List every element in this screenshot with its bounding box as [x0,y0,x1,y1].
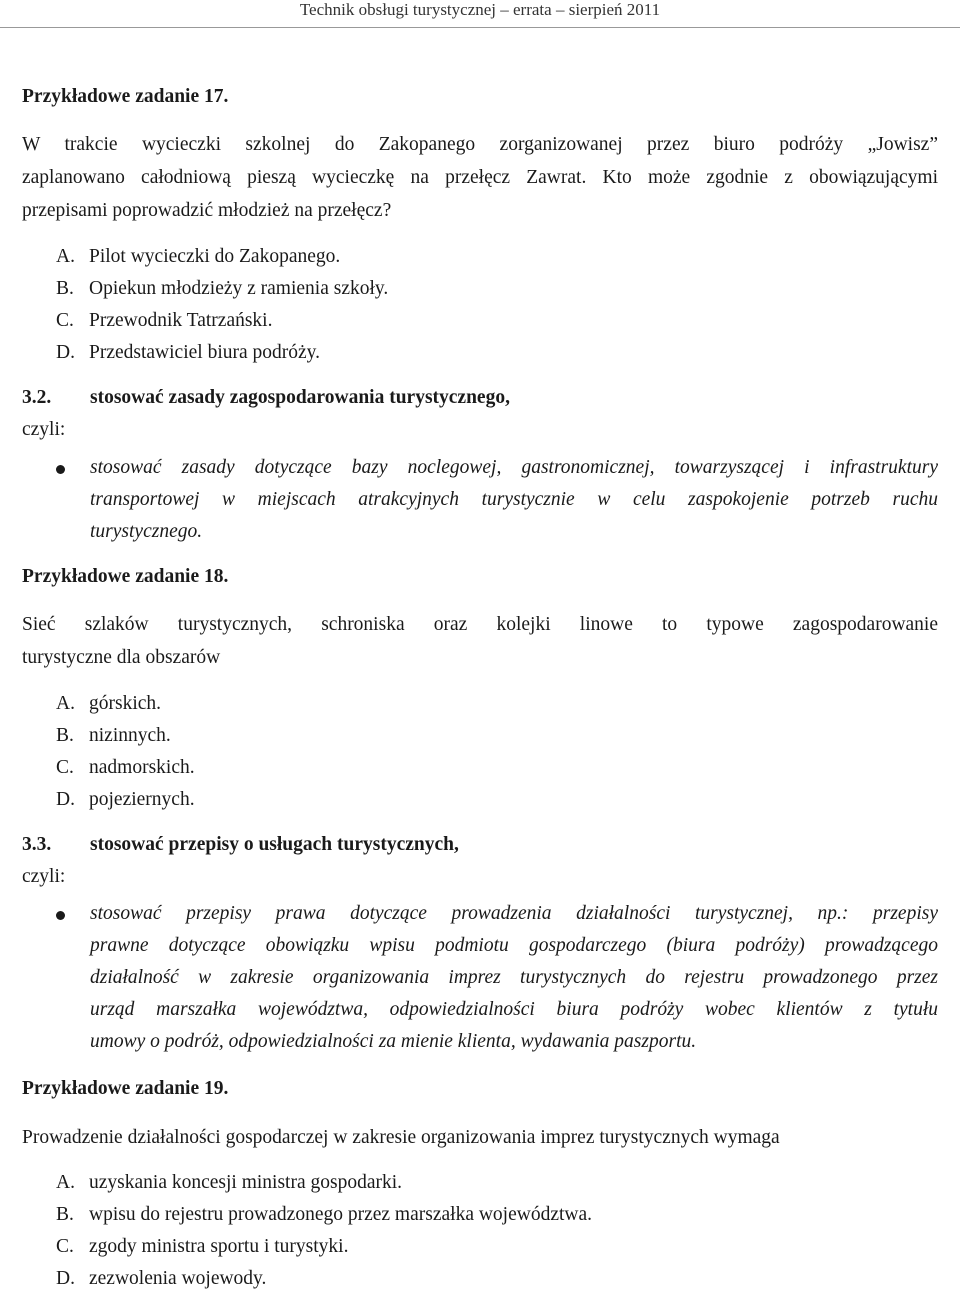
section-3-3-bullet-text [90,898,938,1058]
option-text: uzyskania koncesji ministra gospodarki. [89,1172,403,1193]
option-letter: D. [56,342,75,363]
czyli-label: czyli: [22,866,66,887]
bullet-line: działalność w zakresie organizowania imprez turystycznych do rejestru prowadzonego przez [90,967,938,988]
task-17-options [56,241,388,369]
option-text: nizinnych. [89,725,171,746]
question-line: Sieć szlaków turystycznych, schroniska oraz kolejki linowe to typowe zagospodarowanie [22,614,938,635]
option-text: pojeziernych. [89,789,195,810]
option-text: górskich. [89,693,162,714]
option-letter: B. [56,1204,74,1225]
task-18-heading: Przykładowe zadanie 18. [22,566,229,587]
option-c [56,1231,592,1263]
section-title: stosować zasady zagospodarowania turystycznego, [90,387,510,408]
option-d [56,337,388,369]
task-19-options [56,1167,592,1295]
option-a [56,1167,592,1199]
task-19-question [22,1121,938,1154]
option-letter: D. [56,1268,75,1289]
running-header: Technik obsługi turystycznej – errata – sierpień 2011 [299,0,661,19]
option-letter: A. [56,693,75,714]
task-18-options [56,688,195,816]
bullet-line: turystycznego. [90,521,203,542]
question-line: W trakcie wycieczki szkolnej do Zakopanego zorganizowanej przez biuro podróży „Jowisz” [22,134,938,155]
question-line: przepisami poprowadzić młodzież na przełęcz? [22,200,392,221]
option-letter: D. [56,789,75,810]
option-letter: A. [56,1172,75,1193]
bullet-line: stosować zasady dotyczące bazy noclegowej, gastronomicznej, towarzyszącej i infrastruktury [90,457,938,478]
option-text: nadmorskich. [89,757,195,778]
bullet-line: stosować przepisy prawa dotyczące prowadzenia działalności turystycznej, np.: przepisy [90,903,938,924]
question-line: Prowadzenie działalności gospodarczej w zakresie organizowania imprez turystycznych wymaga [22,1127,780,1148]
bullet-line: urząd marszałka województwa, odpowiedzialności biura podróży wobec klientów z tytułu [90,999,938,1020]
section-number: 3.2. [22,387,52,408]
option-letter: A. [56,246,75,267]
option-b [56,273,388,305]
question-line: zaplanowano całodniową pieszą wycieczkę na przełęcz Zawrat. Kto może zgodnie z obowiązującymi [22,167,938,188]
option-b [56,720,195,752]
bullet-line: transportowej w miejscach atrakcyjnych turystycznie w celu zaspokojenie potrzeb ruchu [90,489,938,510]
option-text: Opiekun młodzieży z ramienia szkoły. [89,278,389,299]
option-text: zgody ministra sportu i turystyki. [89,1236,349,1257]
bullet-icon [56,911,65,920]
header-divider [0,27,960,28]
section-3-3-heading [22,834,938,864]
task-19-heading: Przykładowe zadanie 19. [22,1078,229,1099]
option-b [56,1199,592,1231]
option-d [56,1263,592,1295]
option-letter: B. [56,278,74,299]
bullet-line: umowy o podróż, odpowiedzialności za mienie klienta, wydawania paszportu. [90,1031,697,1052]
option-text: zezwolenia wojewody. [89,1268,267,1289]
section-title: stosować przepisy o usługach turystycznych, [90,834,459,855]
task-18-question [22,608,938,674]
option-d [56,784,195,816]
bullet-line: prawne dotyczące obowiązku wpisu podmiotu gospodarczego (biura podróży) prowadzącego [90,935,938,956]
option-text: Pilot wycieczki do Zakopanego. [89,246,341,267]
task-17-heading: Przykładowe zadanie 17. [22,86,229,107]
option-letter: C. [56,1236,74,1257]
option-letter: C. [56,310,74,331]
section-number: 3.3. [22,834,52,855]
option-a [56,241,388,273]
czyli-label: czyli: [22,419,66,440]
option-text: Przewodnik Tatrzański. [89,310,273,331]
option-c [56,305,388,337]
section-3-2-heading [22,387,938,417]
question-line: turystyczne dla obszarów [22,647,221,668]
bullet-icon [56,465,65,474]
section-3-2-bullet-text [90,452,938,548]
option-letter: C. [56,757,74,778]
task-17-question [22,128,938,227]
option-letter: B. [56,725,74,746]
option-c [56,752,195,784]
option-a [56,688,195,720]
option-text: wpisu do rejestru prowadzonego przez marszałka województwa. [89,1204,593,1225]
option-text: Przedstawiciel biura podróży. [89,342,321,363]
